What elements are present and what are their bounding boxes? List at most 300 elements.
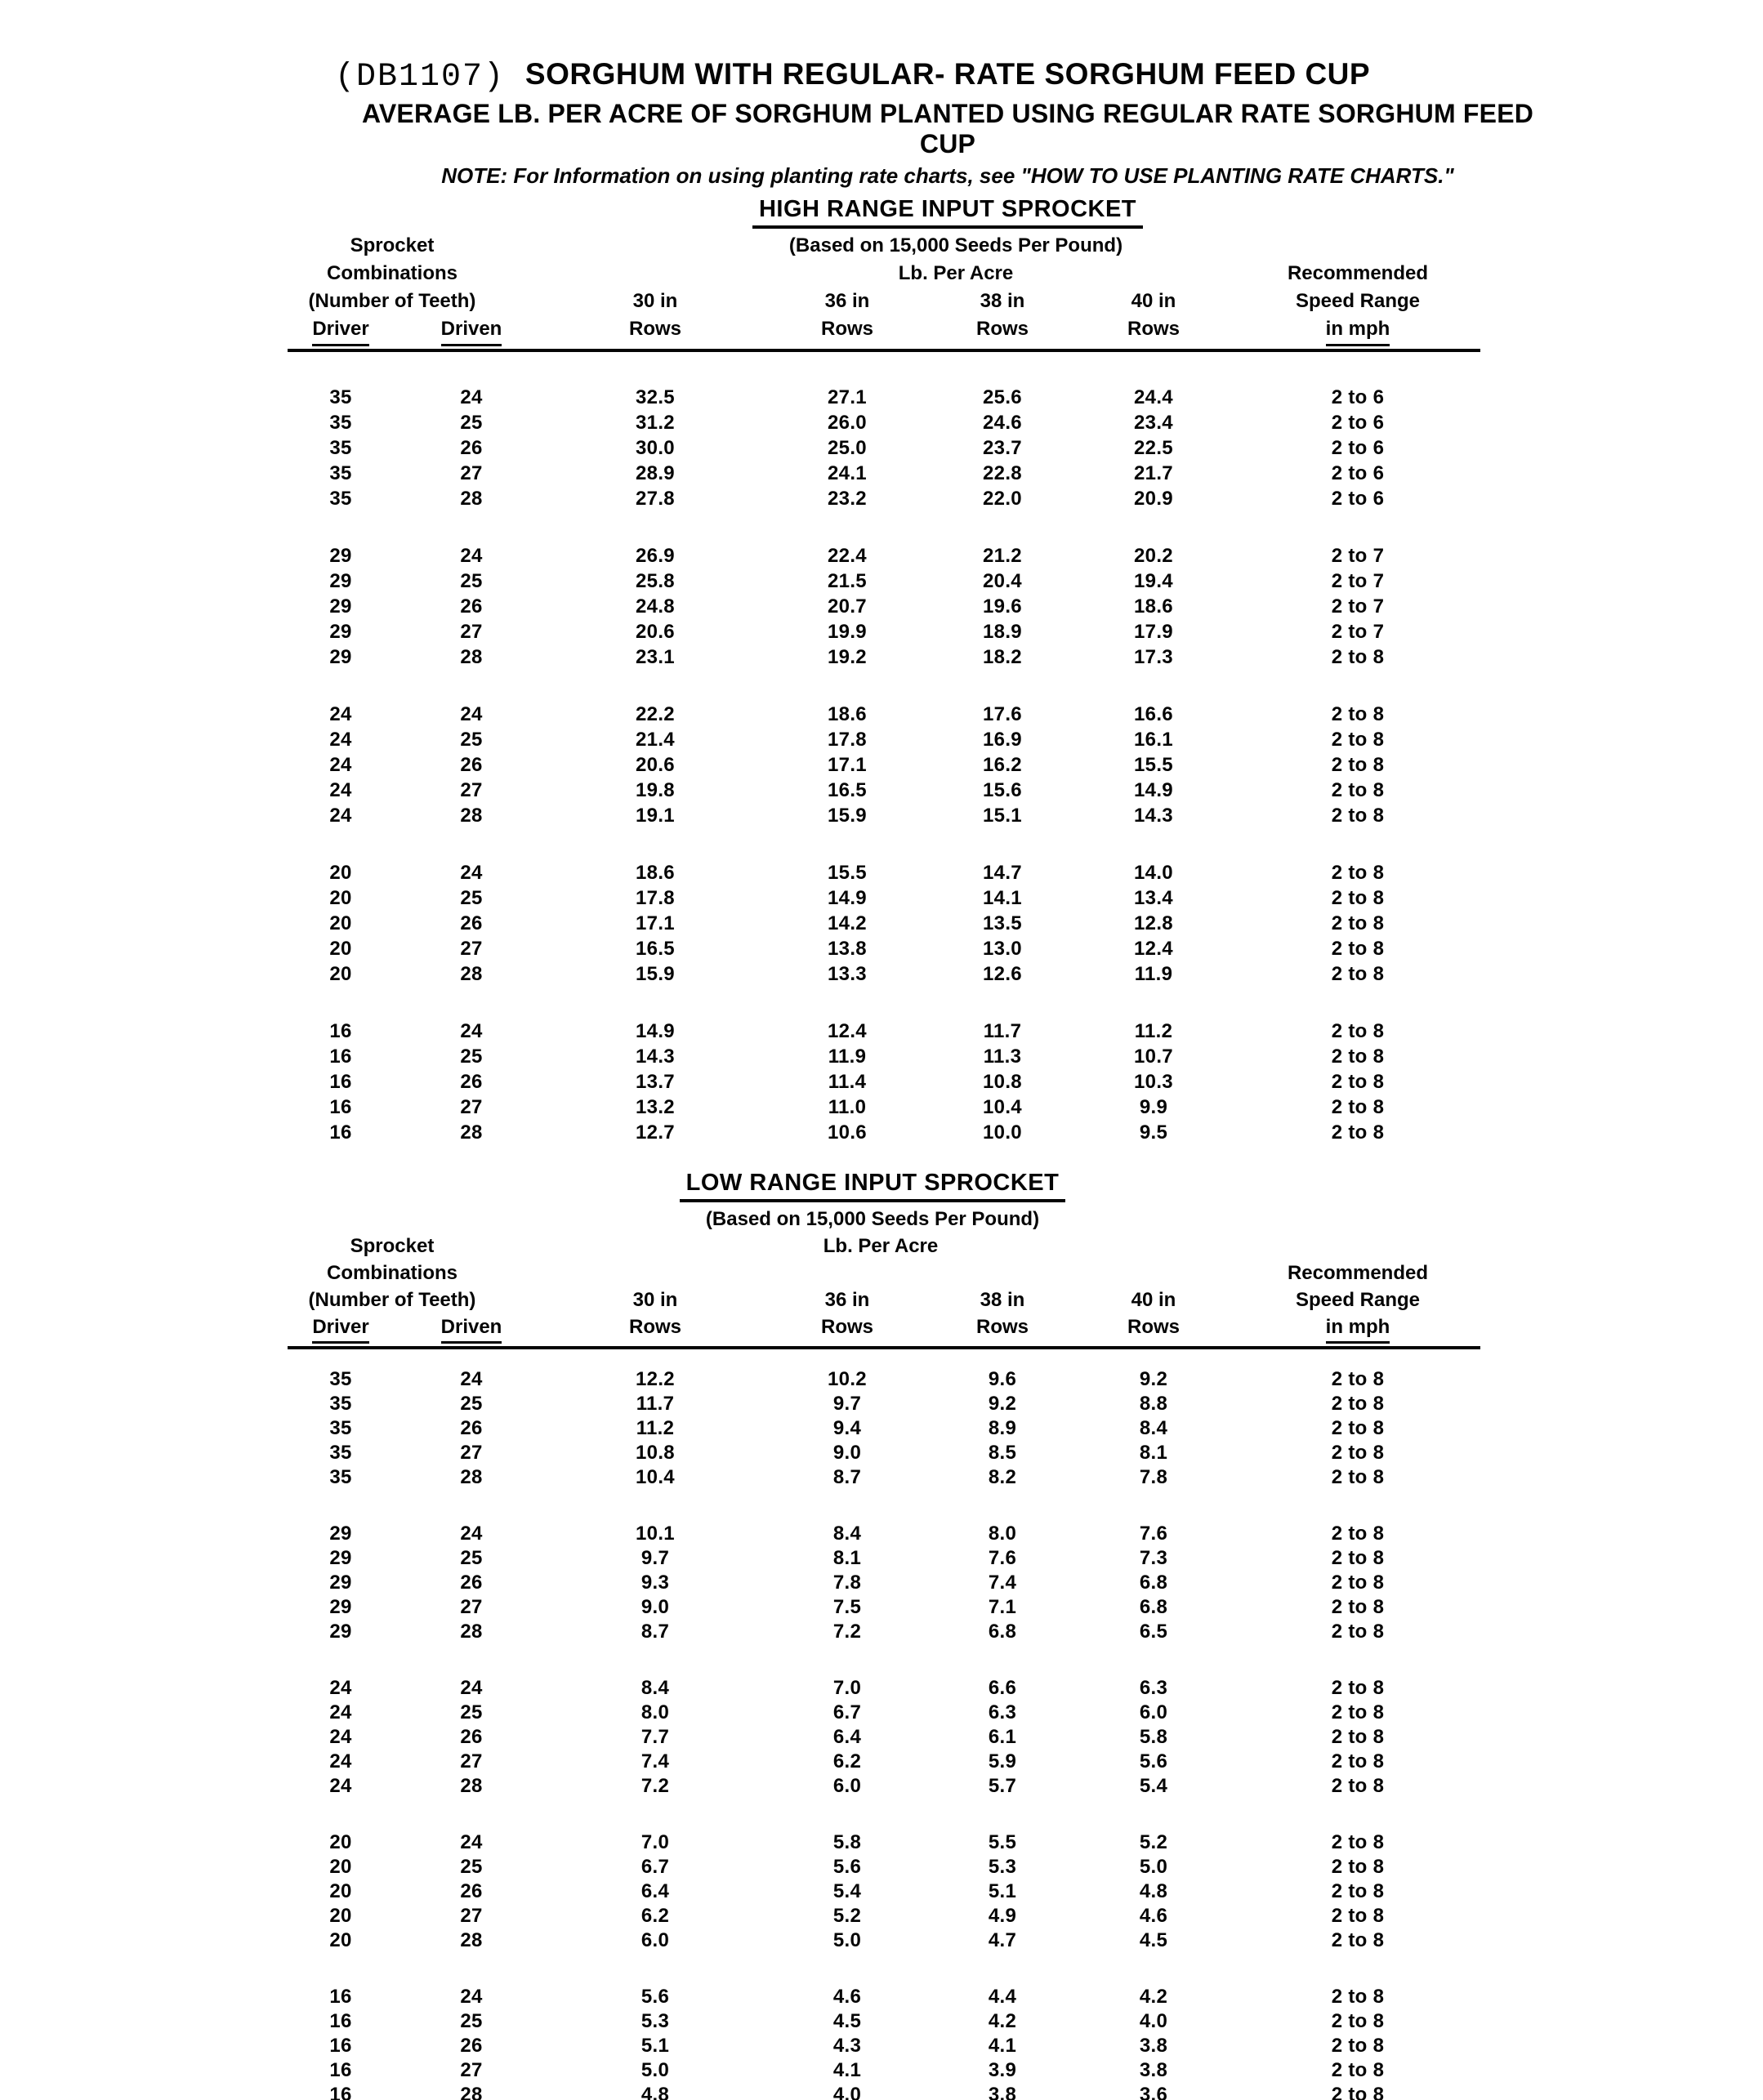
cell-driver: 35 [329, 1417, 352, 1439]
cell-lb-36in: 5.2 [832, 1905, 862, 1927]
cell-driven: 27 [460, 937, 483, 960]
cell-lb-40in: 8.1 [1139, 1442, 1168, 1464]
cell-driven: 25 [460, 886, 483, 909]
cell-lb-40in: 4.2 [1139, 1986, 1168, 2008]
cell-driver: 20 [329, 1880, 352, 1902]
form-code: (DB1107) [335, 59, 506, 96]
high-range-title-row [288, 196, 1480, 229]
low-range-header [288, 1206, 1480, 1349]
cell-driven: 26 [460, 1880, 483, 1902]
cell-lb-40in: 9.9 [1139, 1095, 1168, 1118]
cell-driver: 24 [329, 1775, 352, 1797]
cell-driven: 25 [460, 1701, 483, 1723]
cell-driver: 16 [329, 2010, 352, 2032]
cell-lb-38in: 12.6 [983, 962, 1022, 985]
cell-driver: 29 [329, 620, 352, 643]
cell-lb-40in: 4.0 [1139, 2010, 1168, 2032]
cell-lb-36in: 7.5 [832, 1596, 862, 1618]
cell-lb-36in: 17.8 [828, 728, 867, 751]
cell-lb-40in: 5.4 [1139, 1775, 1168, 1797]
cell-speed-range: 2 to 6 [1331, 487, 1385, 510]
cell-lb-40in: 3.8 [1139, 2059, 1168, 2081]
cell-lb-30in: 24.8 [636, 595, 675, 618]
cell-driver: 35 [329, 1466, 352, 1488]
cell-lb-30in: 13.7 [636, 1070, 675, 1093]
cell-lb-40in: 17.3 [1134, 645, 1173, 668]
cell-driver: 35 [329, 1368, 352, 1390]
cell-lb-36in: 15.9 [828, 804, 867, 827]
cell-lb-40in: 19.4 [1134, 569, 1173, 592]
cell-lb-30in: 10.1 [636, 1523, 675, 1545]
header-rule [288, 349, 1480, 352]
cell-driven: 25 [460, 2010, 483, 2032]
high-range-header [288, 232, 1480, 352]
cell-lb-40in: 15.5 [1134, 753, 1173, 776]
cell-lb-38in: 9.2 [988, 1393, 1017, 1415]
cell-lb-40in: 9.5 [1139, 1121, 1168, 1144]
cell-lb-38in: 6.1 [988, 1726, 1017, 1748]
cell-driven: 24 [460, 1368, 483, 1390]
cell-driver: 29 [329, 569, 352, 592]
cell-lb-30in: 15.9 [636, 962, 675, 985]
cell-lb-40in: 4.8 [1139, 1880, 1168, 1902]
cell-speed-range: 2 to 6 [1331, 461, 1385, 484]
cell-lb-30in: 6.4 [640, 1880, 670, 1902]
cell-driver: 35 [329, 386, 352, 408]
cell-lb-40in: 5.6 [1139, 1750, 1168, 1772]
cell-lb-30in: 18.6 [636, 861, 675, 884]
cell-lb-38in: 11.3 [983, 1045, 1022, 1068]
cell-driver: 20 [329, 1929, 352, 1951]
cell-driver: 35 [329, 487, 352, 510]
cell-speed-range: 2 to 8 [1331, 1750, 1385, 1772]
cell-speed-range: 2 to 8 [1331, 1572, 1385, 1594]
low-range-section [288, 1170, 1480, 2100]
cell-lb-40in: 10.7 [1134, 1045, 1173, 1068]
cell-lb-40in: 6.8 [1139, 1572, 1168, 1594]
cell-lb-30in: 20.6 [636, 753, 675, 776]
cell-lb-38in: 16.9 [983, 728, 1022, 751]
cell-speed-range: 2 to 8 [1331, 645, 1385, 668]
cell-speed-range: 2 to 8 [1331, 1121, 1385, 1144]
cell-lb-38in: 5.7 [988, 1775, 1017, 1797]
cell-driven: 24 [460, 1523, 483, 1545]
cell-driven: 28 [460, 1121, 483, 1144]
label-speed-range: Speed Range [1295, 290, 1421, 312]
cell-speed-range: 2 to 8 [1331, 2084, 1385, 2100]
cell-lb-30in: 8.4 [640, 1677, 670, 1699]
cell-lb-40in: 5.0 [1139, 1856, 1168, 1878]
col-header-30in: 30 in [632, 1289, 678, 1311]
cell-lb-36in: 4.6 [832, 1986, 862, 2008]
cell-lb-40in: 3.6 [1139, 2084, 1168, 2100]
cell-lb-36in: 21.5 [828, 569, 867, 592]
cell-lb-36in: 8.4 [832, 1523, 862, 1545]
cell-speed-range: 2 to 8 [1331, 1393, 1385, 1415]
cell-driver: 29 [329, 544, 352, 567]
cell-lb-36in: 27.1 [828, 386, 867, 408]
col-header-36in: 36 in [824, 1289, 870, 1311]
cell-lb-36in: 14.9 [828, 886, 867, 909]
cell-lb-40in: 20.2 [1134, 544, 1173, 567]
cell-lb-40in: 7.8 [1139, 1466, 1168, 1488]
cell-speed-range: 2 to 8 [1331, 2010, 1385, 2032]
cell-driven: 28 [460, 1466, 483, 1488]
cell-lb-36in: 6.7 [832, 1701, 862, 1723]
low-range-table [288, 1367, 1480, 2100]
cell-lb-30in: 5.0 [640, 2059, 670, 2081]
cell-speed-range: 2 to 8 [1331, 1856, 1385, 1878]
cell-lb-30in: 11.7 [636, 1393, 675, 1415]
cell-lb-38in: 8.0 [988, 1523, 1017, 1545]
cell-lb-30in: 23.1 [636, 645, 675, 668]
label-sprocket: Sprocket [350, 234, 435, 256]
col-header-driven: Driven [394, 315, 549, 346]
cell-lb-36in: 20.7 [828, 595, 867, 618]
cell-lb-36in: 24.1 [828, 461, 867, 484]
cell-driver: 35 [329, 1393, 352, 1415]
cell-driver: 16 [329, 1070, 352, 1093]
cell-speed-range: 2 to 8 [1331, 1466, 1385, 1488]
cell-driver: 24 [329, 1726, 352, 1748]
cell-lb-30in: 7.2 [640, 1775, 670, 1797]
cell-lb-36in: 7.0 [832, 1677, 862, 1699]
low-range-title: LOW RANGE INPUT SPROCKET [680, 1170, 1066, 1202]
cell-lb-40in: 16.6 [1134, 702, 1173, 725]
cell-driven: 27 [460, 1596, 483, 1618]
cell-driven: 24 [460, 1986, 483, 2008]
cell-driver: 29 [329, 645, 352, 668]
cell-lb-38in: 4.1 [988, 2035, 1017, 2057]
cell-driven: 26 [460, 2035, 483, 2057]
cell-lb-36in: 4.3 [832, 2035, 862, 2057]
cell-lb-38in: 25.6 [983, 386, 1022, 408]
cell-lb-30in: 5.6 [640, 1986, 670, 2008]
cell-lb-40in: 6.0 [1139, 1701, 1168, 1723]
cell-lb-30in: 20.6 [636, 620, 675, 643]
cell-lb-30in: 17.1 [636, 912, 675, 934]
cell-lb-36in: 10.2 [828, 1368, 867, 1390]
cell-lb-30in: 9.3 [640, 1572, 670, 1594]
cell-speed-range: 2 to 8 [1331, 1019, 1385, 1042]
cell-lb-38in: 17.6 [983, 702, 1022, 725]
cell-lb-38in: 8.5 [988, 1442, 1017, 1464]
cell-lb-40in: 22.5 [1134, 436, 1173, 459]
document-note: NOTE: For Information on using planting rate charts, see "HOW TO USE PLANTING RATE CHARTS." [441, 163, 1454, 188]
cell-driven: 24 [460, 1677, 483, 1699]
cell-lb-40in: 5.2 [1139, 1831, 1168, 1853]
cell-lb-30in: 9.7 [640, 1547, 670, 1569]
cell-lb-38in: 18.2 [983, 645, 1022, 668]
cell-driven: 27 [460, 2059, 483, 2081]
cell-driver: 24 [329, 728, 352, 751]
cell-driver: 16 [329, 1121, 352, 1144]
cell-lb-36in: 23.2 [828, 487, 867, 510]
cell-lb-38in: 3.8 [988, 2084, 1017, 2100]
cell-lb-38in: 6.8 [988, 1621, 1017, 1643]
cell-lb-36in: 9.7 [832, 1393, 862, 1415]
cell-lb-36in: 4.1 [832, 2059, 862, 2081]
cell-lb-38in: 3.9 [988, 2059, 1017, 2081]
cell-lb-38in: 23.7 [983, 436, 1022, 459]
cell-driven: 24 [460, 1831, 483, 1853]
cell-driver: 16 [329, 1095, 352, 1118]
cell-driven: 24 [460, 544, 483, 567]
cell-speed-range: 2 to 8 [1331, 728, 1385, 751]
col-header-in-mph: in mph [1235, 1313, 1480, 1344]
cell-lb-40in: 16.1 [1134, 728, 1173, 751]
cell-lb-36in: 8.7 [832, 1466, 862, 1488]
cell-driven: 25 [460, 569, 483, 592]
cell-driven: 28 [460, 645, 483, 668]
cell-speed-range: 2 to 8 [1331, 2059, 1385, 2081]
label-based-on: (Based on 15,000 Seeds Per Pound) [705, 1208, 1040, 1230]
col-header-rows-40: Rows [1127, 1316, 1180, 1338]
cell-lb-38in: 6.6 [988, 1677, 1017, 1699]
cell-driven: 28 [460, 487, 483, 510]
cell-speed-range: 2 to 8 [1331, 1045, 1385, 1068]
cell-lb-36in: 6.0 [832, 1775, 862, 1797]
cell-lb-40in: 18.6 [1134, 595, 1173, 618]
cell-speed-range: 2 to 8 [1331, 1095, 1385, 1118]
col-header-rows-36: Rows [820, 1316, 873, 1338]
cell-lb-30in: 8.7 [640, 1621, 670, 1643]
cell-lb-30in: 7.4 [640, 1750, 670, 1772]
cell-driven: 26 [460, 1417, 483, 1439]
col-header-rows-36: Rows [820, 318, 873, 340]
cell-driven: 25 [460, 1045, 483, 1068]
cell-speed-range: 2 to 8 [1331, 1701, 1385, 1723]
cell-driven: 26 [460, 1572, 483, 1594]
col-header-in-mph: in mph [1235, 315, 1480, 346]
cell-lb-40in: 8.8 [1139, 1393, 1168, 1415]
cell-lb-38in: 7.4 [988, 1572, 1017, 1594]
cell-lb-38in: 14.7 [983, 861, 1022, 884]
cell-lb-40in: 12.4 [1134, 937, 1173, 960]
cell-lb-36in: 22.4 [828, 544, 867, 567]
col-header-40in: 40 in [1131, 290, 1176, 312]
cell-lb-38in: 5.3 [988, 1856, 1017, 1878]
cell-lb-30in: 14.3 [636, 1045, 675, 1068]
cell-driven: 27 [460, 1442, 483, 1464]
cell-lb-36in: 8.1 [832, 1547, 862, 1569]
cell-driven: 28 [460, 2084, 483, 2100]
cell-driver: 20 [329, 962, 352, 985]
cell-driven: 28 [460, 1929, 483, 1951]
cell-driver: 16 [329, 2035, 352, 2057]
cell-lb-36in: 11.0 [828, 1095, 867, 1118]
cell-lb-36in: 19.9 [828, 620, 867, 643]
cell-driven: 26 [460, 753, 483, 776]
cell-driven: 27 [460, 1750, 483, 1772]
cell-lb-40in: 9.2 [1139, 1368, 1168, 1390]
cell-speed-range: 2 to 8 [1331, 753, 1385, 776]
cell-lb-36in: 5.6 [832, 1856, 862, 1878]
cell-lb-30in: 5.3 [640, 2010, 670, 2032]
cell-lb-38in: 7.1 [988, 1596, 1017, 1618]
document-content [288, 57, 1534, 2100]
cell-lb-40in: 4.5 [1139, 1929, 1168, 1951]
cell-driver: 35 [329, 1442, 352, 1464]
cell-driven: 27 [460, 1095, 483, 1118]
col-header-driver: Driver [288, 315, 394, 346]
cell-lb-38in: 4.7 [988, 1929, 1017, 1951]
cell-lb-38in: 7.6 [988, 1547, 1017, 1569]
cell-lb-38in: 22.0 [983, 487, 1022, 510]
cell-lb-30in: 6.7 [640, 1856, 670, 1878]
cell-driver: 16 [329, 1019, 352, 1042]
cell-lb-36in: 6.4 [832, 1726, 862, 1748]
cell-lb-38in: 24.6 [983, 411, 1022, 434]
cell-lb-36in: 13.8 [828, 937, 867, 960]
cell-lb-40in: 6.8 [1139, 1596, 1168, 1618]
label-combinations: Combinations [327, 262, 457, 284]
cell-driven: 26 [460, 595, 483, 618]
cell-lb-36in: 7.8 [832, 1572, 862, 1594]
cell-lb-36in: 6.2 [832, 1750, 862, 1772]
cell-lb-38in: 5.1 [988, 1880, 1017, 1902]
cell-driver: 20 [329, 861, 352, 884]
cell-lb-30in: 17.8 [636, 886, 675, 909]
cell-lb-38in: 5.5 [988, 1831, 1017, 1853]
cell-lb-40in: 13.4 [1134, 886, 1173, 909]
cell-lb-38in: 8.2 [988, 1466, 1017, 1488]
cell-speed-range: 2 to 8 [1331, 2035, 1385, 2057]
cell-driver: 16 [329, 2084, 352, 2100]
cell-lb-40in: 6.5 [1139, 1621, 1168, 1643]
cell-speed-range: 2 to 8 [1331, 804, 1385, 827]
cell-driver: 29 [329, 1547, 352, 1569]
cell-driver: 20 [329, 937, 352, 960]
cell-lb-40in: 24.4 [1134, 386, 1173, 408]
cell-lb-30in: 4.8 [640, 2084, 670, 2100]
cell-driver: 29 [329, 1523, 352, 1545]
cell-driver: 16 [329, 1045, 352, 1068]
cell-lb-38in: 22.8 [983, 461, 1022, 484]
cell-lb-38in: 10.0 [983, 1121, 1022, 1144]
cell-speed-range: 2 to 8 [1331, 1726, 1385, 1748]
cell-lb-36in: 11.9 [828, 1045, 867, 1068]
cell-lb-40in: 10.3 [1134, 1070, 1173, 1093]
cell-lb-30in: 9.0 [640, 1596, 670, 1618]
cell-lb-40in: 11.2 [1134, 1019, 1173, 1042]
cell-speed-range: 2 to 8 [1331, 1523, 1385, 1545]
cell-speed-range: 2 to 8 [1331, 702, 1385, 725]
note-row [288, 163, 1480, 189]
cell-speed-range: 2 to 8 [1331, 1905, 1385, 1927]
cell-speed-range: 2 to 8 [1331, 861, 1385, 884]
cell-driven: 27 [460, 620, 483, 643]
cell-driven: 28 [460, 1621, 483, 1643]
cell-speed-range: 2 to 7 [1331, 595, 1385, 618]
cell-lb-36in: 4.5 [832, 2010, 862, 2032]
cell-lb-36in: 7.2 [832, 1621, 862, 1643]
header-rule [288, 1346, 1480, 1349]
cell-lb-30in: 12.2 [636, 1368, 675, 1390]
cell-lb-30in: 22.2 [636, 702, 675, 725]
cell-speed-range: 2 to 8 [1331, 1677, 1385, 1699]
cell-driven: 27 [460, 778, 483, 801]
cell-speed-range: 2 to 8 [1331, 1831, 1385, 1853]
cell-speed-range: 2 to 8 [1331, 1368, 1385, 1390]
cell-driver: 29 [329, 1621, 352, 1643]
cell-lb-38in: 15.6 [983, 778, 1022, 801]
cell-lb-38in: 4.4 [988, 1986, 1017, 2008]
cell-driven: 26 [460, 1726, 483, 1748]
cell-driven: 25 [460, 411, 483, 434]
cell-lb-30in: 7.7 [640, 1726, 670, 1748]
col-header-38in: 38 in [980, 290, 1025, 312]
cell-speed-range: 2 to 8 [1331, 778, 1385, 801]
cell-lb-36in: 11.4 [828, 1070, 867, 1093]
cell-lb-30in: 5.1 [640, 2035, 670, 2057]
cell-driver: 29 [329, 595, 352, 618]
cell-lb-30in: 27.8 [636, 487, 675, 510]
cell-lb-30in: 10.8 [636, 1442, 675, 1464]
cell-speed-range: 2 to 8 [1331, 1442, 1385, 1464]
cell-lb-30in: 32.5 [636, 386, 675, 408]
cell-lb-40in: 3.8 [1139, 2035, 1168, 2057]
cell-speed-range: 2 to 8 [1331, 1547, 1385, 1569]
cell-lb-38in: 13.5 [983, 912, 1022, 934]
cell-driven: 28 [460, 1775, 483, 1797]
cell-lb-36in: 19.2 [828, 645, 867, 668]
cell-speed-range: 2 to 6 [1331, 436, 1385, 459]
cell-speed-range: 2 to 8 [1331, 1596, 1385, 1618]
col-header-rows-40: Rows [1127, 318, 1180, 340]
cell-lb-40in: 8.4 [1139, 1417, 1168, 1439]
cell-driver: 24 [329, 1750, 352, 1772]
cell-lb-36in: 26.0 [828, 411, 867, 434]
cell-driven: 24 [460, 386, 483, 408]
cell-lb-30in: 10.4 [636, 1466, 675, 1488]
cell-driver: 24 [329, 1677, 352, 1699]
cell-speed-range: 2 to 8 [1331, 1929, 1385, 1951]
cell-lb-36in: 13.3 [828, 962, 867, 985]
cell-speed-range: 2 to 8 [1331, 937, 1385, 960]
cell-lb-36in: 4.0 [832, 2084, 862, 2100]
cell-lb-30in: 21.4 [636, 728, 675, 751]
cell-driven: 24 [460, 702, 483, 725]
label-speed-range: Speed Range [1295, 1289, 1421, 1311]
cell-lb-38in: 14.1 [983, 886, 1022, 909]
col-header-38in: 38 in [980, 1289, 1025, 1311]
cell-lb-30in: 30.0 [636, 436, 675, 459]
cell-lb-38in: 18.9 [983, 620, 1022, 643]
cell-lb-36in: 9.4 [832, 1417, 862, 1439]
cell-speed-range: 2 to 6 [1331, 411, 1385, 434]
cell-lb-38in: 15.1 [983, 804, 1022, 827]
cell-lb-40in: 7.3 [1139, 1547, 1168, 1569]
cell-lb-38in: 5.9 [988, 1750, 1017, 1772]
cell-lb-38in: 10.8 [983, 1070, 1022, 1093]
col-header-driver: Driver [288, 1313, 394, 1344]
high-range-section [288, 196, 1480, 1145]
cell-lb-30in: 6.0 [640, 1929, 670, 1951]
cell-lb-36in: 16.5 [828, 778, 867, 801]
cell-driver: 35 [329, 436, 352, 459]
cell-speed-range: 2 to 8 [1331, 1070, 1385, 1093]
cell-lb-38in: 6.3 [988, 1701, 1017, 1723]
cell-lb-38in: 19.6 [983, 595, 1022, 618]
cell-lb-30in: 7.0 [640, 1831, 670, 1853]
cell-driver: 29 [329, 1572, 352, 1594]
cell-lb-40in: 17.9 [1134, 620, 1173, 643]
cell-speed-range: 2 to 6 [1331, 386, 1385, 408]
cell-driver: 29 [329, 1596, 352, 1618]
cell-driven: 25 [460, 728, 483, 751]
cell-lb-40in: 5.8 [1139, 1726, 1168, 1748]
